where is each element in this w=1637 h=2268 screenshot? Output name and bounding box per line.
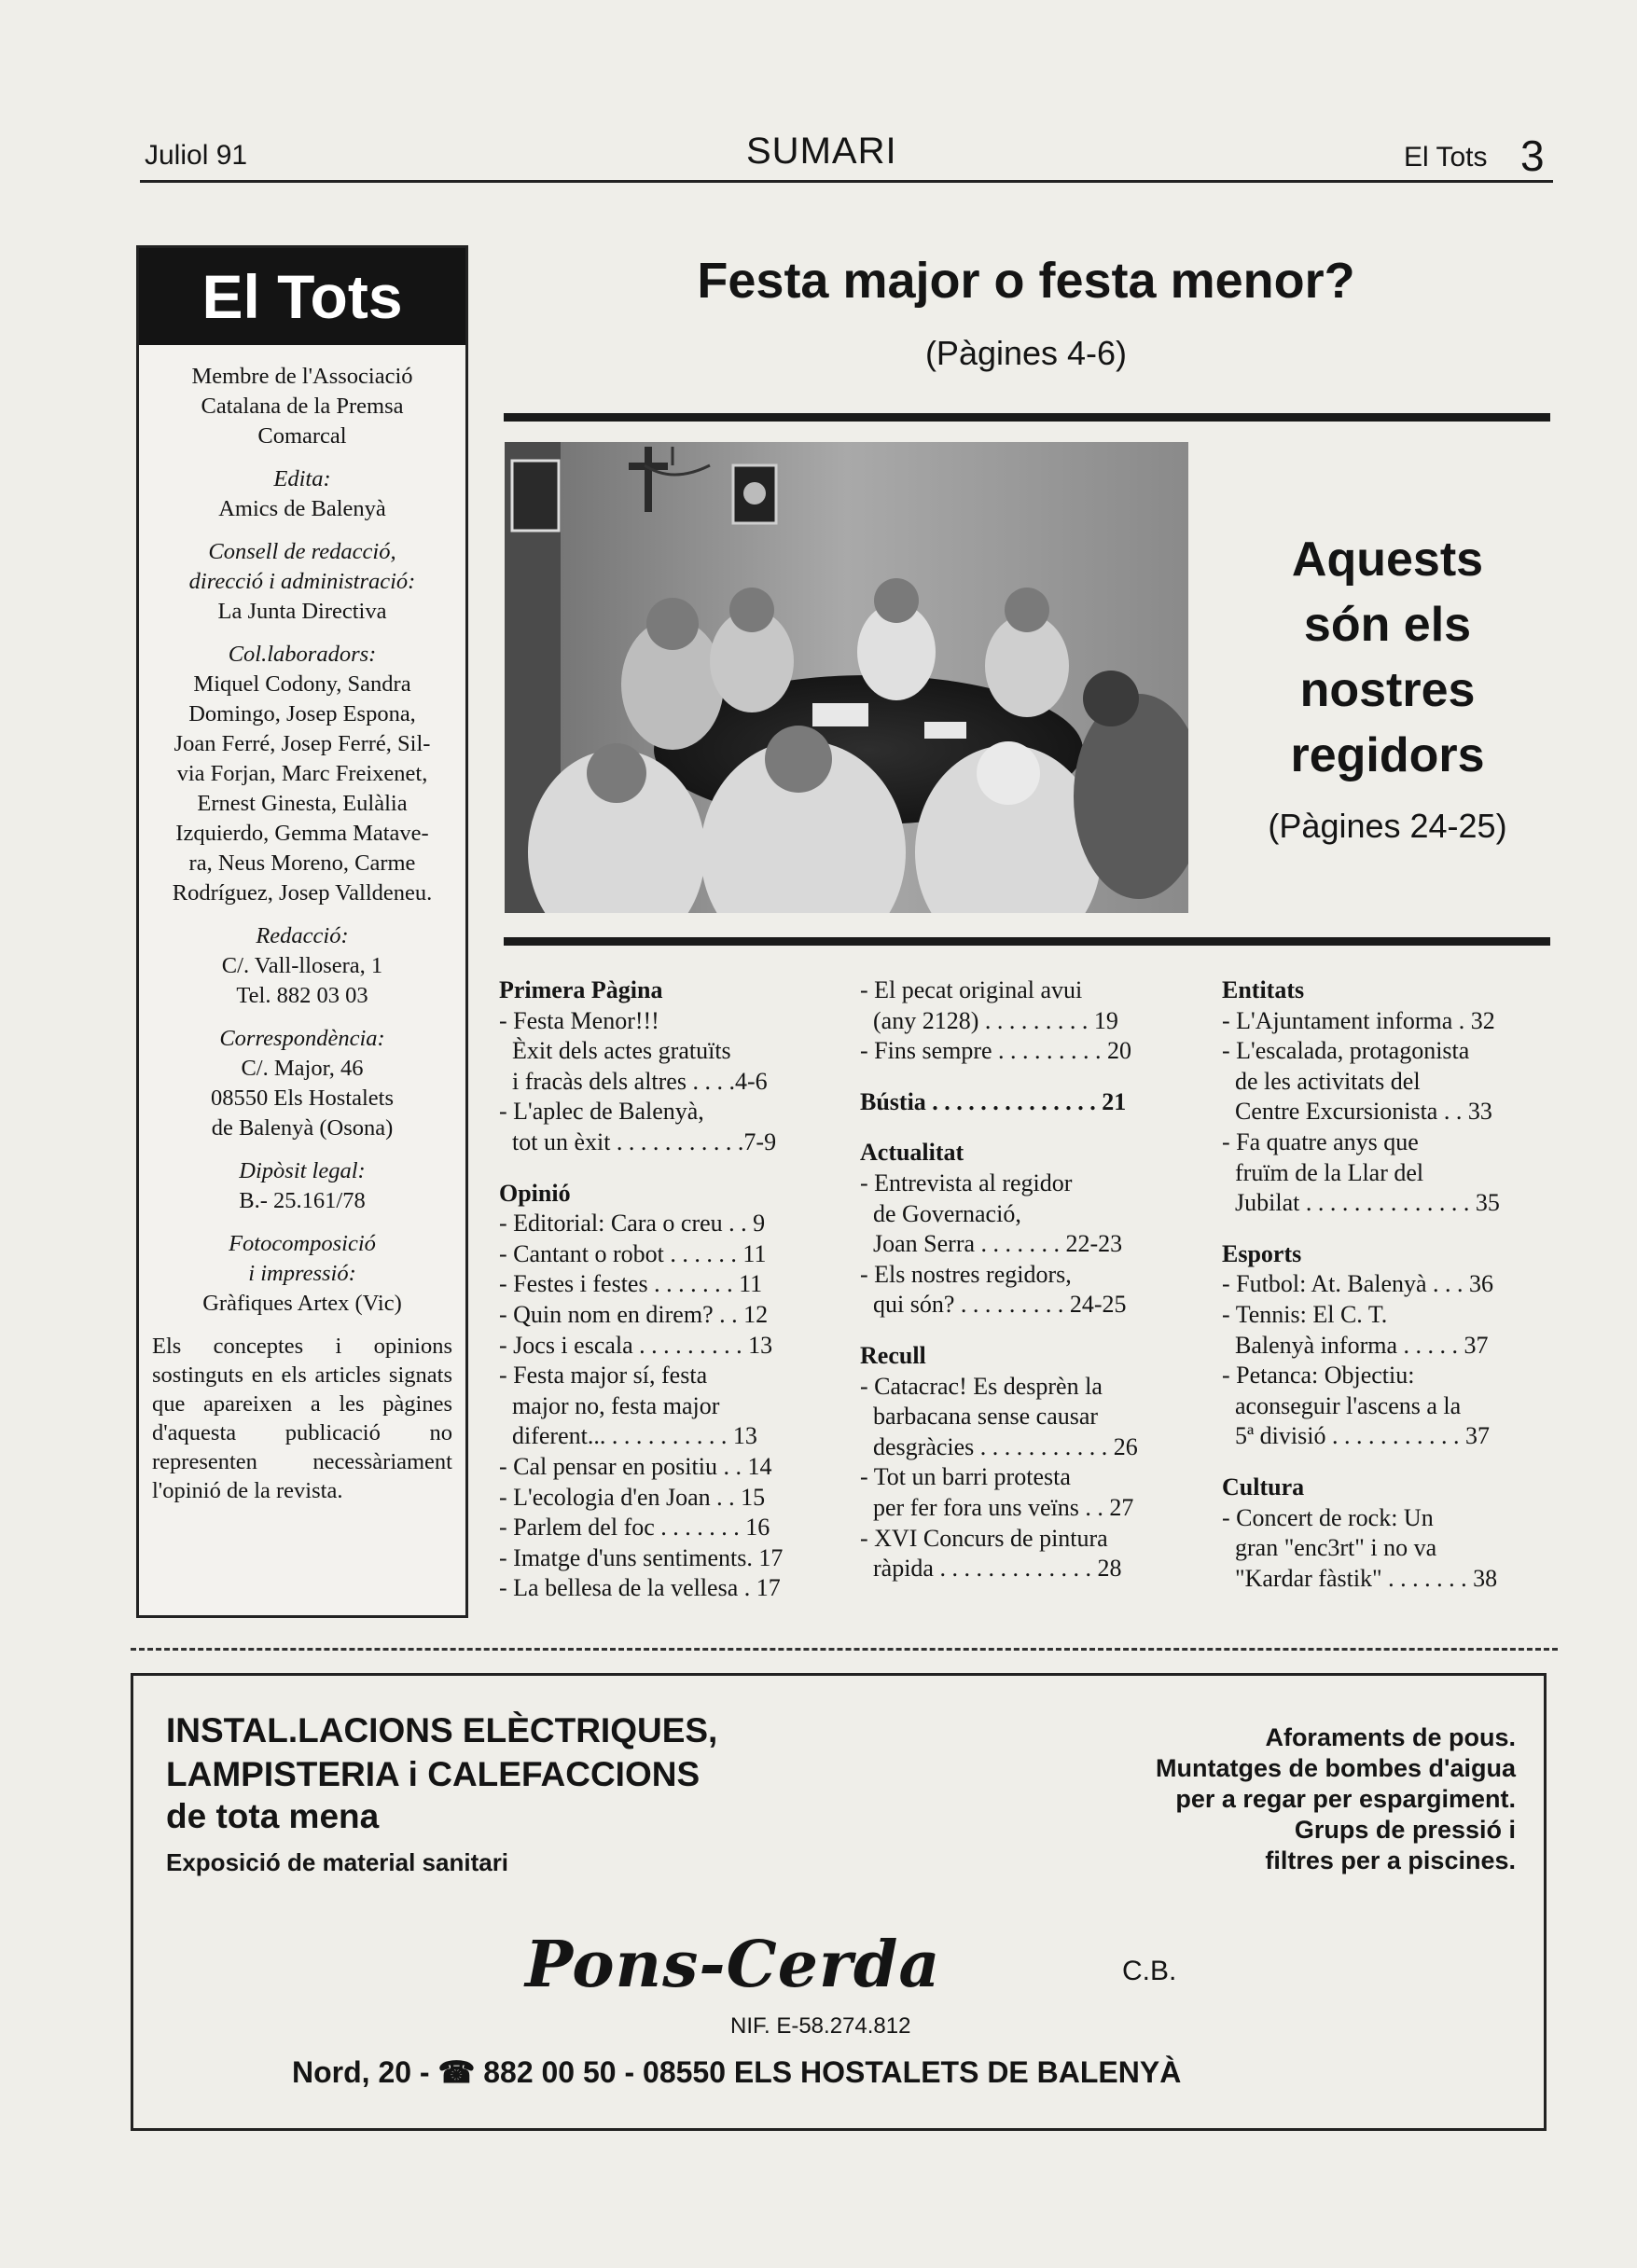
toc-gap xyxy=(1222,1452,1553,1473)
toc-item: ràpida . . . . . . . . . . . . . 28 xyxy=(873,1555,1122,1583)
toc-item: - Tennis: El C. T. xyxy=(1222,1300,1388,1328)
toc-item: - Editorial: Cara o creu . . 9 xyxy=(499,1210,766,1238)
toc-section: Esports xyxy=(1222,1239,1302,1267)
masthead-disclaimer: Els conceptes i opinions sostinguts en els articles signats que apareixen a les pàgines d'aquesta publicació no representen necessàriament l'opinió de la revista. xyxy=(152,1334,452,1503)
toc-item: - L'aplec de Balenyà, xyxy=(499,1098,704,1126)
toc-item: - El pecat original avui xyxy=(860,976,1083,1003)
toc-item: - Parlem del foc . . . . . . . 16 xyxy=(499,1514,770,1542)
toc-item: Balenyà informa . . . . . 37 xyxy=(1235,1331,1489,1359)
toc-item: - Jocs i escala . . . . . . . . . 13 xyxy=(499,1331,773,1359)
ad-service-line: filtres per a piscines. xyxy=(1265,1846,1516,1874)
masthead-label: Col.laboradors: xyxy=(228,642,377,667)
toc-item: - L'Ajuntament informa . 32 xyxy=(1222,1006,1495,1034)
ad-nif: NIF. E-58.274.812 xyxy=(730,2013,911,2039)
toc-section: Actualitat xyxy=(860,1139,964,1167)
toc-item: - Petanca: Objectiu: xyxy=(1222,1362,1415,1390)
toc-section: Entitats xyxy=(1222,976,1305,1003)
toc-item: de Governació, xyxy=(873,1199,1021,1227)
toc-column-1 xyxy=(499,975,853,1604)
masthead-line: ra, Neus Moreno, Carme xyxy=(188,850,416,876)
ad-headline xyxy=(166,1708,717,1796)
ad-service-line: Aforaments de pous. xyxy=(1265,1723,1516,1751)
toc-item: Jubilat . . . . . . . . . . . . . . 35 xyxy=(1235,1189,1500,1217)
toc-rule xyxy=(504,937,1550,946)
toc-item: - Catacrac! Es desprèn la xyxy=(860,1372,1103,1400)
toc-item: Centre Excursionista . . 33 xyxy=(1235,1098,1492,1126)
masthead-logo: El Tots xyxy=(139,248,465,345)
ad-headline-line: LAMPISTERIA i CALEFACCIONS xyxy=(166,1755,701,1793)
ad-service-line: Muntatges de bombes d'aigua xyxy=(1156,1754,1516,1782)
toc-item: - Cal pensar en positiu . . 14 xyxy=(499,1452,772,1480)
toc-item: - XVI Concurs de pintura xyxy=(860,1524,1108,1552)
toc-gap xyxy=(860,1321,1191,1341)
masthead-group xyxy=(152,362,452,451)
masthead-line: Miquel Codony, Sandra xyxy=(193,671,411,697)
toc-item: - Imatge d'uns sentiments. 17 xyxy=(499,1543,784,1571)
toc-item: - Festes i festes . . . . . . . 11 xyxy=(499,1270,763,1298)
toc-gap xyxy=(860,1117,1191,1138)
ad-service-line: per a regar per espargiment. xyxy=(1175,1785,1516,1813)
masthead-line: Domingo, Josep Espona, xyxy=(188,701,416,726)
caption-line: són els xyxy=(1303,598,1472,652)
masthead-credits xyxy=(152,362,452,1505)
header-publication: El Tots xyxy=(1404,142,1488,173)
masthead-label: Dipòsit legal: xyxy=(239,1158,366,1183)
toc-item: - L'escalada, protagonista xyxy=(1222,1037,1470,1065)
header-rule xyxy=(140,180,1553,183)
masthead-line: Membre de l'Associació xyxy=(191,364,413,389)
toc-column-2 xyxy=(860,975,1191,1584)
toc-item: qui són? . . . . . . . . . 24-25 xyxy=(873,1291,1127,1319)
ad-headline-line: INSTAL.LACIONS ELÈCTRIQUES, xyxy=(166,1711,718,1749)
toc-item: Joan Serra . . . . . . . 22-23 xyxy=(873,1230,1123,1258)
toc-section: Cultura xyxy=(1222,1473,1305,1500)
toc-item: - Entrevista al regidor xyxy=(860,1169,1073,1196)
toc-section: Primera Pàgina xyxy=(499,976,663,1003)
headline-pages: (Pàgines 4-6) xyxy=(924,334,1128,372)
caption-line: regidors xyxy=(1290,728,1485,782)
masthead-label: direcció i administració: xyxy=(188,569,416,594)
masthead-line: de Balenyà (Osona) xyxy=(211,1115,394,1141)
toc-item: i fracàs dels altres . . . .4-6 xyxy=(512,1067,768,1095)
toc-item: (any 2128) . . . . . . . . . 19 xyxy=(873,1006,1118,1034)
toc-item: per fer fora uns veïns . . 27 xyxy=(873,1493,1134,1521)
toc-column-3 xyxy=(1222,975,1553,1594)
ad-company-logo: Pons-Cerda xyxy=(525,1928,941,2002)
toc-item: - Futbol: At. Balenyà . . . 36 xyxy=(1222,1270,1494,1298)
masthead-label: Correspondència: xyxy=(219,1026,385,1051)
masthead-line: Tel. 882 03 03 xyxy=(236,983,368,1008)
advertisement xyxy=(131,1673,1547,2131)
toc-item: Èxit dels actes gratuïts xyxy=(512,1037,731,1065)
masthead-line: Comarcal xyxy=(257,423,347,449)
header-date: Juliol 91 xyxy=(145,140,248,171)
toc-item: major no, festa major xyxy=(512,1391,720,1419)
toc-item: 5ª divisió . . . . . . . . . . . 37 xyxy=(1235,1422,1490,1450)
toc-item: - L'ecologia d'en Joan . . 15 xyxy=(499,1483,766,1511)
toc-gap xyxy=(1222,1219,1553,1239)
dashed-separator xyxy=(131,1648,1558,1651)
toc-item: desgràcies . . . . . . . . . . . 26 xyxy=(873,1432,1138,1460)
toc-section: Recull xyxy=(860,1341,926,1369)
toc-item: - La bellesa de la vellesa . 17 xyxy=(499,1574,781,1602)
masthead-line: 08550 Els Hostalets xyxy=(211,1086,394,1111)
toc-item: - Els nostres regidors, xyxy=(860,1260,1072,1288)
toc-item: - Tot un barri protesta xyxy=(860,1463,1071,1491)
masthead-group xyxy=(152,464,452,524)
council-meeting-photo xyxy=(505,442,1188,913)
photo-caption xyxy=(1203,527,1572,788)
masthead-box xyxy=(136,245,468,1618)
headline-title: Festa major o festa menor? xyxy=(697,253,1355,309)
masthead-line: Joan Ferré, Josep Ferré, Sil- xyxy=(173,731,431,756)
masthead-line: Rodríguez, Josep Valldeneu. xyxy=(172,880,433,906)
ad-exposition: Exposició de material sanitari xyxy=(166,1848,509,1876)
masthead-group xyxy=(152,640,452,908)
caption-line: Aquests xyxy=(1291,532,1484,587)
masthead-group xyxy=(152,1024,452,1143)
toc-item: diferent... . . . . . . . . . . 13 xyxy=(512,1422,757,1450)
toc-item: "Kardar fàstik" . . . . . . . 38 xyxy=(1235,1564,1498,1592)
toc-item: - Cantant o robot . . . . . . 11 xyxy=(499,1239,767,1267)
toc-item: - Quin nom en direm? . . 12 xyxy=(499,1300,769,1328)
masthead-label: Edita: xyxy=(273,466,331,491)
page-number: 3 xyxy=(1520,131,1545,180)
toc-item: de les activitats del xyxy=(1235,1067,1421,1095)
caption-pages: (Pàgines 24-25) xyxy=(1268,807,1507,845)
ad-subline: de tota mena xyxy=(166,1797,380,1835)
ad-services xyxy=(1156,1722,1516,1876)
masthead-group xyxy=(152,537,452,627)
header-section: SUMARI xyxy=(746,131,897,172)
masthead-group xyxy=(152,1156,452,1216)
toc-section: Bústia . . . . . . . . . . . . . . 21 xyxy=(860,1087,1127,1115)
toc-item: barbacana sense causar xyxy=(873,1403,1099,1431)
toc-item: gran "enc3rt" i no va xyxy=(1235,1534,1437,1562)
toc-gap xyxy=(860,1067,1191,1087)
toc-item: - Festa Menor!!! xyxy=(499,1006,659,1034)
masthead-line: La Junta Directiva xyxy=(217,599,387,624)
toc-item: fruïm de la Llar del xyxy=(1235,1158,1424,1186)
masthead-label: Consell de redacció, xyxy=(208,539,396,564)
masthead-label: Redacció: xyxy=(256,923,349,948)
masthead-line: C/. Major, 46 xyxy=(241,1056,364,1081)
masthead-label: i impressió: xyxy=(248,1261,356,1286)
masthead-group xyxy=(152,921,452,1011)
masthead-line: via Forjan, Marc Freixenet, xyxy=(176,761,428,786)
masthead-line: Izquierdo, Gemma Matave- xyxy=(175,821,429,846)
headline-rule xyxy=(504,413,1550,422)
masthead-label: Fotocomposició xyxy=(229,1231,376,1256)
masthead-line: B.- 25.161/78 xyxy=(239,1188,366,1213)
toc-item: aconseguir l'ascens a la xyxy=(1235,1391,1462,1419)
ad-address: Nord, 20 - ☎ 882 00 50 - 08550 ELS HOSTALETS DE BALENYÀ xyxy=(292,2055,1182,2089)
masthead-line: Gràfiques Artex (Vic) xyxy=(202,1291,402,1316)
masthead-group xyxy=(152,1229,452,1319)
toc-gap xyxy=(499,1158,853,1179)
masthead-line: C/. Vall-llosera, 1 xyxy=(221,953,383,978)
toc-item: - Festa major sí, festa xyxy=(499,1362,708,1390)
toc-section: Opinió xyxy=(499,1179,571,1207)
toc-item: - Fins sempre . . . . . . . . . 20 xyxy=(860,1037,1132,1065)
masthead-line: Ernest Ginesta, Eulàlia xyxy=(197,791,408,816)
masthead-line: Catalana de la Premsa xyxy=(201,394,404,419)
masthead-line: Amics de Balenyà xyxy=(218,496,386,521)
toc-item: - Fa quatre anys que xyxy=(1222,1127,1419,1155)
ad-company-suffix: C.B. xyxy=(1122,1956,1177,1986)
caption-line: nostres xyxy=(1299,663,1476,717)
toc-item: tot un èxit . . . . . . . . . . .7-9 xyxy=(512,1127,777,1155)
ad-service-line: Grups de pressió i xyxy=(1294,1816,1516,1844)
toc-item: - Concert de rock: Un xyxy=(1222,1503,1434,1531)
